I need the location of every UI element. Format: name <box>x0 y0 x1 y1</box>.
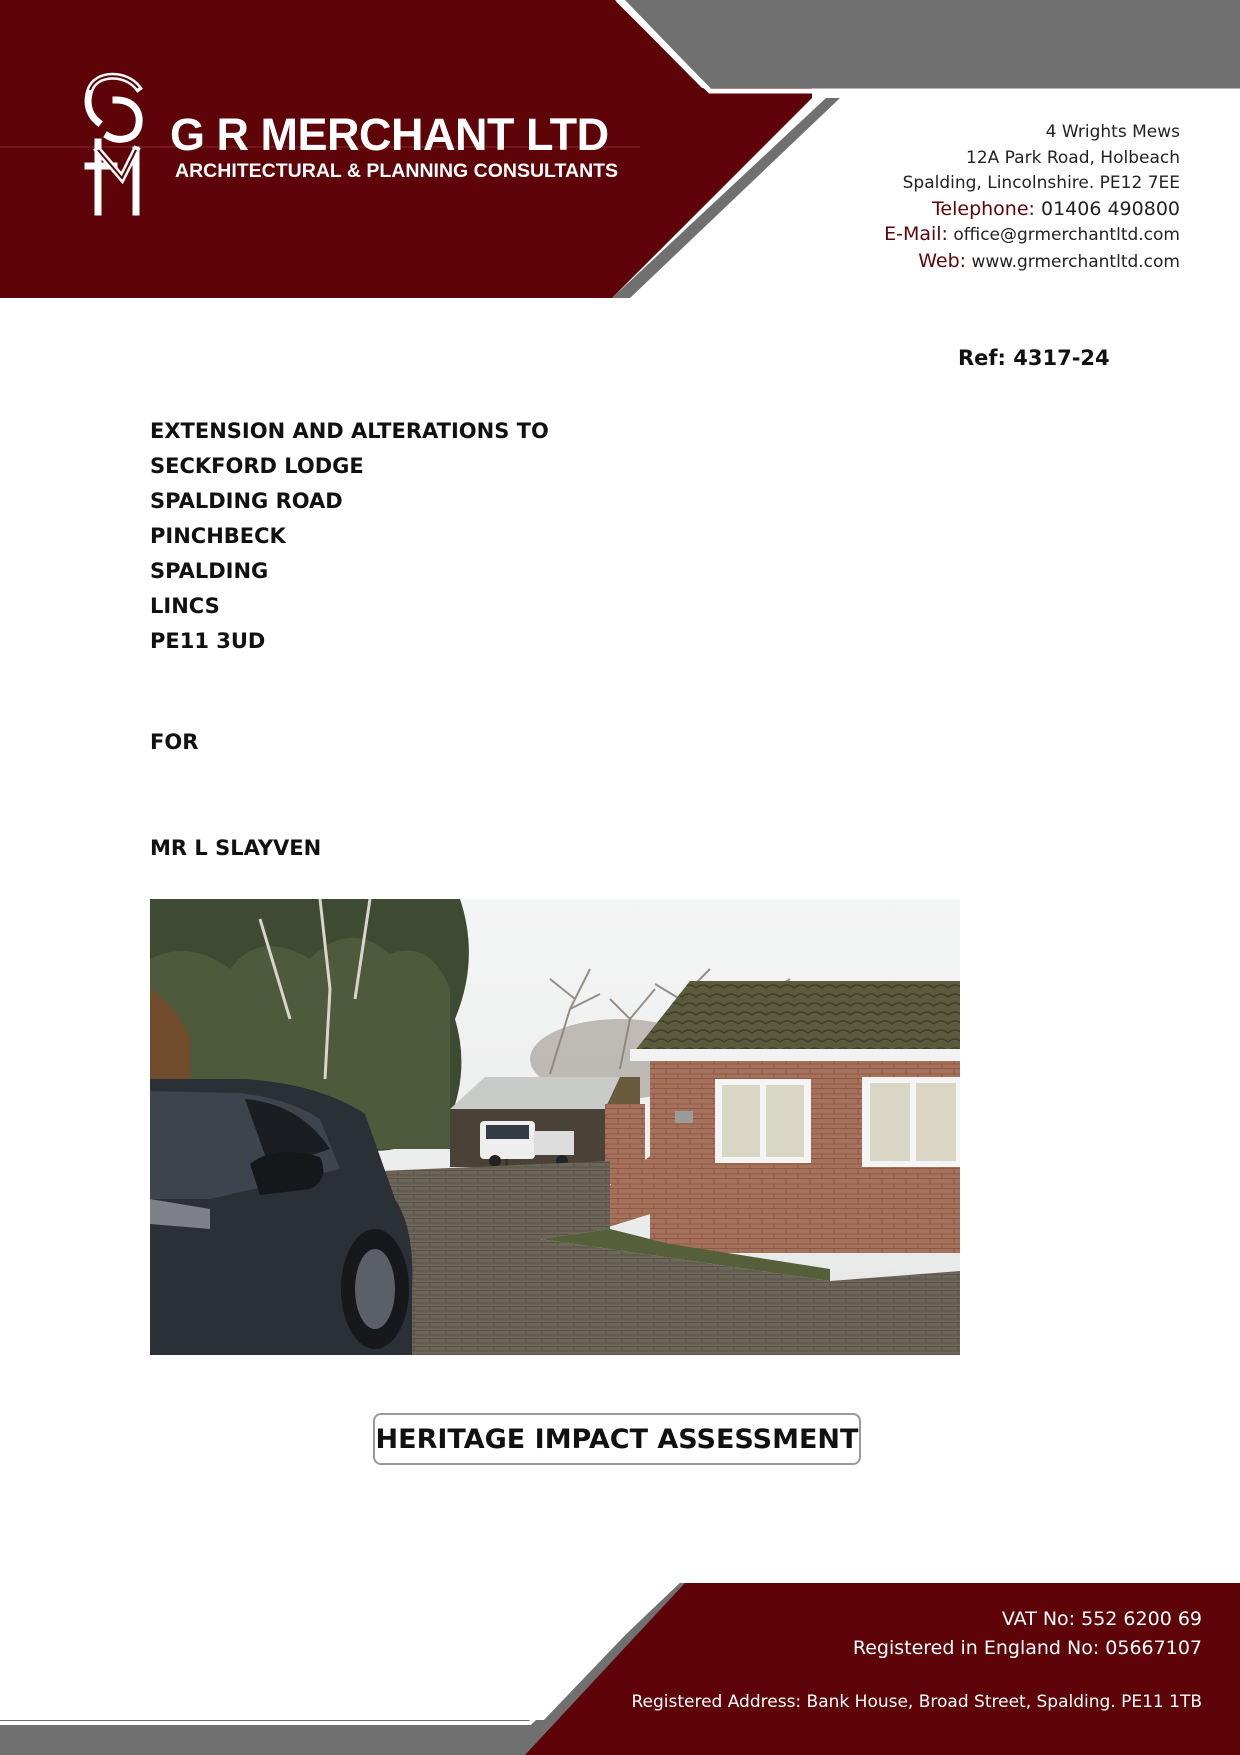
project-address <box>150 414 549 659</box>
project-line: PE11 3UD <box>150 629 266 653</box>
telephone-label: Telephone: <box>932 197 1035 220</box>
contact-block <box>884 120 1180 275</box>
email-row <box>884 222 1180 249</box>
web-row <box>884 249 1180 276</box>
vat-number: VAT No: 552 6200 69 <box>1001 1608 1202 1630</box>
document-reference: Ref: 4317-24 <box>958 346 1110 370</box>
project-line: SPALDING ROAD <box>150 489 343 513</box>
email-link[interactable]: office@grmerchantltd.com <box>953 225 1180 245</box>
address-line-2: 12A Park Road, Holbeach <box>966 147 1180 168</box>
company-registration: Registered in England No: 05667107 <box>852 1637 1202 1659</box>
site-photograph <box>150 899 960 1355</box>
registered-address: Registered Address: Bank House, Broad Street, Spalding. PE11 1TB <box>631 1692 1202 1712</box>
address-line-3: Spalding, Lincolnshire. PE12 7EE <box>902 173 1180 193</box>
project-line: SPALDING <box>150 559 269 583</box>
for-label: FOR <box>150 730 199 754</box>
address-line-1: 4 Wrights Mews <box>1045 122 1180 142</box>
company-tagline: ARCHITECTURAL & PLANNING CONSULTANTS <box>175 160 619 182</box>
client-name: MR L SLAYVEN <box>150 836 322 860</box>
project-line: PINCHBECK <box>150 524 286 548</box>
project-line: EXTENSION AND ALTERATIONS TO <box>150 419 549 443</box>
telephone-number: 01406 490800 <box>1040 197 1180 220</box>
email-label: E-Mail: <box>884 223 948 245</box>
project-line: LINCS <box>150 594 220 618</box>
company-name: G R MERCHANT LTD <box>170 109 609 160</box>
project-line: SECKFORD LODGE <box>150 454 364 478</box>
document-title: HERITAGE IMPACT ASSESSMENT <box>373 1413 861 1465</box>
telephone-row <box>884 197 1180 223</box>
web-label: Web: <box>918 249 967 272</box>
web-link[interactable]: www.grmerchantltd.com <box>971 251 1180 272</box>
footer-banner <box>0 1580 1240 1755</box>
company-logo <box>78 70 158 220</box>
